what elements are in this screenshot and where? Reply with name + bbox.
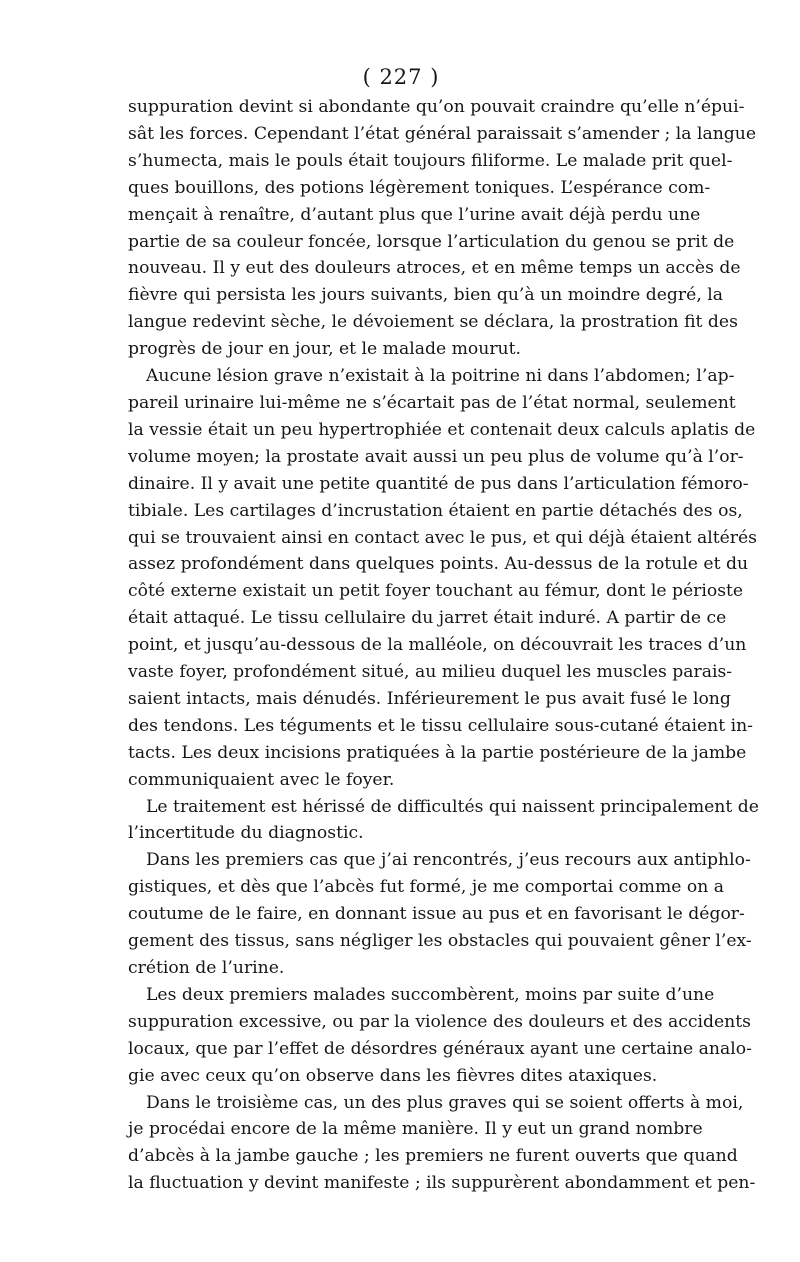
text-line: côté externe existait un petit foyer touchant au fémur, dont le périoste [128, 581, 744, 602]
text-line: assez profondément dans quelques points. Au-dessus de la rotule et du [128, 554, 749, 575]
text-line: était attaqué. Le tissu cellulaire du jarret était induré. A partir de ce [128, 608, 727, 629]
text-line: nouveau. Il y eut des douleurs atroces, et en même temps un accès de [128, 258, 741, 279]
text-line: ques bouillons, des potions légèrement toniques. L’espérance com- [128, 177, 711, 198]
text-line: suppuration devint si abondante qu’on pouvait craindre qu’elle n’épui- [128, 97, 745, 117]
text-line: gistiques, et dès que l’abcès fut formé, je me comportai comme on a [128, 877, 725, 898]
text-line: dinaire. Il y avait une petite quantité de pus dans l’articulation fémoro- [128, 473, 749, 494]
text-line: sât les forces. Cependant l’état général paraissait s’amender ; la langue [128, 123, 757, 144]
text-line: la fluctuation y devint manifeste ; ils suppurèrent abondamment et pen- [128, 1173, 756, 1194]
text-line: l’incertitude du diagnostic. [128, 823, 364, 844]
text-line: Le traitement est hérissé de difficultés qui naissent principalement de [146, 796, 759, 817]
text-line: d’abcès à la jambe gauche ; les premiers ne furent ouverts que quand [128, 1146, 738, 1167]
text-line: suppuration excessive, ou par la violence des douleurs et des accidents [128, 1011, 751, 1032]
paragraph [128, 94, 757, 363]
text-line: locaux, que par l’effet de désordres généraux ayant une certaine analo- [128, 1038, 752, 1059]
paragraph [128, 847, 752, 982]
text-line: partie de sa couleur foncée, lorsque l’articulation du genou se prit de [128, 231, 735, 252]
text-line: Aucune lésion grave n’existait à la poitrine ni dans l’abdomen; l’ap- [146, 366, 735, 387]
text-line: saient intacts, mais dénudés. Inférieurement le pus avait fusé le long [128, 688, 731, 709]
text-line: langue redevint sèche, le dévoiement se déclara, la prostration fit des [128, 312, 738, 333]
text-line: crétion de l’urine. [128, 958, 285, 978]
paragraph [128, 982, 752, 1090]
text-line: gie avec ceux qu’on observe dans les fièvres dites ataxiques. [128, 1065, 658, 1086]
text-line: pareil urinaire lui-même ne s’écartait pas de l’état normal, seulement [128, 392, 736, 413]
text-line: tibiale. Les cartilages d’incrustation étaient en partie détachés des os, [128, 500, 743, 521]
book-page [128, 60, 759, 1197]
paragraph [128, 794, 759, 848]
text-line: des tendons. Les téguments et le tissu cellulaire sous-cutané étaient in- [128, 715, 753, 736]
text-line: tacts. Les deux incisions pratiquées à la partie postérieure de la jambe [128, 742, 747, 763]
text-line: la vessie était un peu hypertrophiée et contenait deux calculs aplatis de [128, 419, 756, 440]
page-number: ( 227 ) [362, 65, 440, 89]
text-line: point, et jusqu’au-dessous de la malléole, on découvrait les traces d’un [128, 635, 747, 656]
text-line: mençait à renaître, d’autant plus que l’urine avait déjà perdu une [128, 204, 701, 225]
text-line: fièvre qui persista les jours suivants, bien qu’à un moindre degré, la [128, 285, 723, 306]
text-line: Dans les premiers cas que j’ai rencontrés, j’eus recours aux antiphlo- [146, 850, 751, 871]
text-line: je procédai encore de la même manière. Il y eut un grand nombre [128, 1119, 703, 1140]
text-line: qui se trouvaient ainsi en contact avec le pus, et qui déjà étaient altérés [128, 527, 758, 548]
text-line: s’humecta, mais le pouls était toujours filiforme. Le malade prit quel- [128, 150, 733, 171]
paragraph [128, 1090, 756, 1198]
text-line: Les deux premiers malades succombèrent, moins par suite d’une [146, 984, 715, 1005]
text-line: coutume de le faire, en donnant issue au pus et en favorisant le dégor- [128, 904, 745, 925]
text-line: volume moyen; la prostate avait aussi un peu plus de volume qu’à l’or- [128, 446, 744, 467]
body-text [128, 94, 759, 1197]
text-line: gement des tissus, sans négliger les obstacles qui pouvaient gêner l’ex- [128, 931, 752, 952]
text-line: vaste foyer, profondément situé, au milieu duquel les muscles parais- [128, 662, 733, 683]
text-line: progrès de jour en jour, et le malade mourut. [128, 339, 521, 360]
text-line: communiquaient avec le foyer. [128, 769, 395, 790]
paragraph [128, 363, 758, 794]
text-line: Dans le troisième cas, un des plus graves qui se soient offerts à moi, [146, 1092, 744, 1113]
